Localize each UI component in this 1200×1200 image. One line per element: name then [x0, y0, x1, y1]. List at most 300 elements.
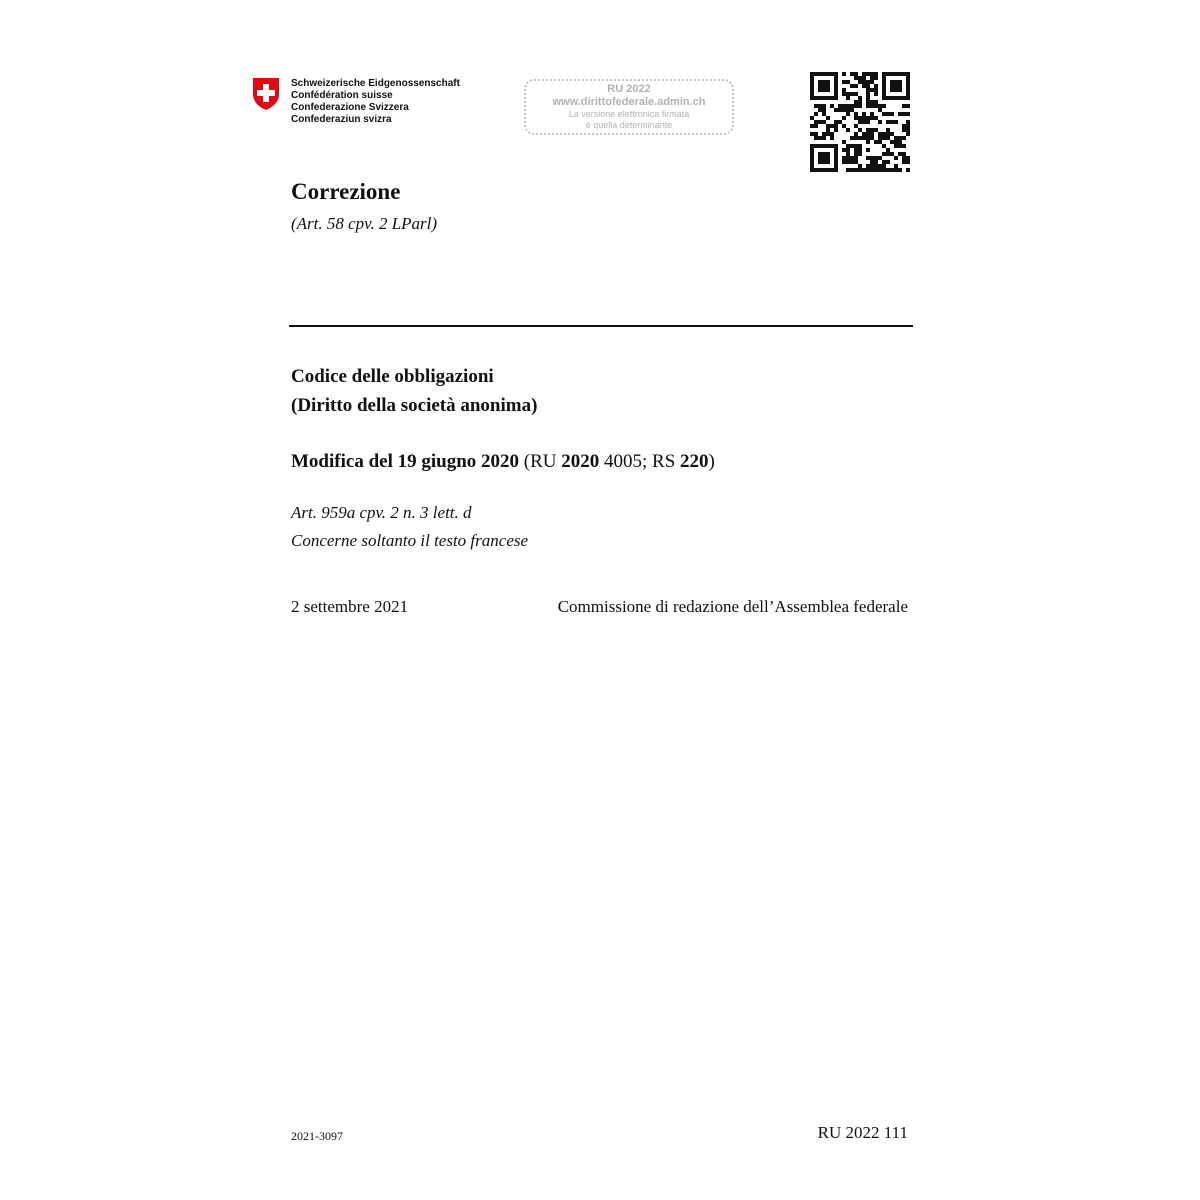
qr-module — [870, 116, 874, 120]
qr-module — [842, 92, 846, 96]
qr-module — [854, 156, 858, 160]
qr-module — [866, 140, 870, 144]
qr-module — [834, 92, 838, 96]
qr-module — [818, 120, 822, 124]
qr-module — [874, 88, 878, 92]
modification-line — [291, 449, 715, 475]
qr-module — [894, 136, 898, 140]
qr-module — [882, 144, 886, 148]
act-name-line1: Codice delle obbligazioni — [291, 366, 494, 387]
qr-module — [902, 104, 906, 108]
qr-module — [894, 96, 898, 100]
confederation-name-de: Schweizerische Eidgenossenschaft — [291, 78, 460, 89]
modification-ru-page: 4005; RS — [599, 451, 681, 472]
qr-module — [906, 96, 910, 100]
qr-module — [898, 136, 902, 140]
qr-module — [866, 96, 870, 100]
horizontal-divider — [289, 325, 913, 327]
document-date: 2 settembre 2021 — [291, 597, 409, 616]
qr-module — [846, 168, 850, 172]
qr-module — [882, 84, 886, 88]
qr-module — [878, 108, 882, 112]
qr-module — [886, 112, 890, 116]
qr-module — [814, 132, 818, 136]
qr-module — [810, 148, 814, 152]
modification-close: ) — [708, 451, 715, 472]
qr-module — [866, 104, 870, 108]
qr-module — [834, 144, 838, 148]
qr-module — [906, 92, 910, 96]
qr-module — [906, 160, 910, 164]
qr-module — [878, 164, 882, 168]
qr-module — [882, 76, 886, 80]
qr-module — [854, 104, 858, 108]
qr-module — [866, 156, 870, 160]
qr-module — [894, 140, 898, 144]
qr-module — [818, 168, 822, 172]
qr-module — [850, 136, 854, 140]
qr-module — [866, 136, 870, 140]
qr-module — [822, 120, 826, 124]
qr-module — [906, 168, 910, 172]
qr-module — [874, 72, 878, 76]
qr-module — [818, 156, 822, 160]
qr-module — [834, 76, 838, 80]
qr-module — [882, 160, 886, 164]
qr-module — [854, 84, 858, 88]
qr-module — [834, 96, 838, 100]
qr-module — [886, 128, 890, 132]
qr-module — [870, 112, 874, 116]
qr-module — [878, 132, 882, 136]
qr-module — [890, 120, 894, 124]
qr-module — [842, 140, 846, 144]
qr-module — [894, 144, 898, 148]
qr-module — [830, 136, 834, 140]
qr-module — [862, 120, 866, 124]
qr-module — [886, 152, 890, 156]
qr-module — [842, 88, 846, 92]
qr-module — [858, 128, 862, 132]
qr-module — [854, 124, 858, 128]
qr-module — [818, 108, 822, 112]
qr-module — [886, 120, 890, 124]
qr-module — [874, 140, 878, 144]
qr-module — [842, 156, 846, 160]
qr-module — [898, 84, 902, 88]
confederation-name-rm: Confederaziun svizra — [291, 114, 392, 125]
qr-module — [826, 124, 830, 128]
qr-module — [866, 168, 870, 172]
qr-module — [814, 112, 818, 116]
qr-module — [810, 88, 814, 92]
qr-module — [890, 88, 894, 92]
qr-module — [890, 72, 894, 76]
qr-module — [810, 164, 814, 168]
confederation-name-it: Confederazione Svizzera — [291, 102, 409, 113]
qr-module — [866, 84, 870, 88]
qr-module — [854, 144, 858, 148]
qr-module — [858, 104, 862, 108]
qr-module — [878, 104, 882, 108]
qr-module — [846, 104, 850, 108]
qr-module — [818, 160, 822, 164]
qr-module — [814, 96, 818, 100]
stamp-note-line2: è quella determinante — [585, 120, 673, 130]
qr-module — [866, 88, 870, 92]
qr-module — [902, 160, 906, 164]
qr-module — [850, 92, 854, 96]
qr-module — [874, 100, 878, 104]
qr-module — [826, 156, 830, 160]
qr-module — [906, 128, 910, 132]
qr-module — [826, 88, 830, 92]
qr-module — [874, 84, 878, 88]
modification-open: (RU — [519, 451, 562, 472]
qr-module — [898, 80, 902, 84]
qr-module — [870, 156, 874, 160]
qr-module — [826, 160, 830, 164]
qr-module — [866, 80, 870, 84]
qr-module — [846, 92, 850, 96]
qr-module — [838, 104, 842, 108]
qr-module — [838, 120, 842, 124]
swiss-coat-of-arms-icon — [252, 77, 280, 111]
article-reference — [291, 499, 528, 555]
qr-module — [854, 92, 858, 96]
qr-module — [866, 120, 870, 124]
qr-module — [898, 96, 902, 100]
qr-module — [818, 152, 822, 156]
qr-module — [858, 96, 862, 100]
qr-module — [874, 164, 878, 168]
qr-module — [826, 96, 830, 100]
qr-module — [866, 148, 870, 152]
qr-module — [850, 160, 854, 164]
qr-module — [830, 132, 834, 136]
qr-module — [874, 128, 878, 132]
qr-module — [894, 156, 898, 160]
qr-module — [822, 152, 826, 156]
qr-module — [882, 136, 886, 140]
qr-module — [854, 132, 858, 136]
qr-module — [858, 164, 862, 168]
qr-module — [842, 148, 846, 152]
qr-module — [834, 120, 838, 124]
qr-module — [886, 148, 890, 152]
qr-module — [846, 160, 850, 164]
qr-module — [854, 168, 858, 172]
qr-module — [818, 104, 822, 108]
qr-module — [842, 80, 846, 84]
qr-module — [882, 164, 886, 168]
qr-module — [822, 144, 826, 148]
qr-code-icon — [810, 72, 910, 172]
qr-module — [810, 152, 814, 156]
qr-module — [846, 152, 850, 156]
article-reference-line2: Concerne soltanto il testo francese — [291, 531, 529, 550]
qr-module — [822, 108, 826, 112]
qr-module — [834, 156, 838, 160]
qr-module — [858, 80, 862, 84]
qr-module — [902, 124, 906, 128]
qr-module — [882, 132, 886, 136]
qr-module — [854, 148, 858, 152]
qr-module — [830, 144, 834, 148]
qr-module — [906, 76, 910, 80]
qr-module — [826, 132, 830, 136]
qr-module — [890, 132, 894, 136]
qr-module — [874, 104, 878, 108]
qr-module — [902, 112, 906, 116]
qr-module — [854, 160, 858, 164]
electronic-version-stamp — [524, 79, 734, 135]
qr-module — [902, 128, 906, 132]
qr-module — [886, 132, 890, 136]
qr-module — [866, 116, 870, 120]
qr-module — [874, 116, 878, 120]
qr-module — [878, 136, 882, 140]
qr-module — [822, 72, 826, 76]
qr-module — [870, 76, 874, 80]
confederation-name-fr: Confédération suisse — [291, 90, 393, 101]
qr-module — [906, 124, 910, 128]
qr-module — [814, 120, 818, 124]
qr-module — [810, 160, 814, 164]
qr-module — [818, 80, 822, 84]
qr-module — [854, 112, 858, 116]
stamp-url: www.dirittofederale.admin.ch — [552, 96, 706, 108]
qr-module — [846, 108, 850, 112]
qr-module — [814, 104, 818, 108]
qr-module — [818, 96, 822, 100]
qr-module — [846, 156, 850, 160]
qr-module — [906, 104, 910, 108]
qr-module — [874, 160, 878, 164]
qr-module — [890, 140, 894, 144]
qr-module — [878, 156, 882, 160]
qr-module — [862, 132, 866, 136]
stamp-collection: RU 2022 — [607, 83, 651, 95]
qr-module — [858, 168, 862, 172]
qr-module — [858, 116, 862, 120]
qr-module — [882, 112, 886, 116]
qr-module — [822, 96, 826, 100]
qr-module — [878, 168, 882, 172]
qr-module — [898, 72, 902, 76]
qr-module — [898, 144, 902, 148]
qr-module — [854, 72, 858, 76]
qr-module — [870, 100, 874, 104]
qr-module — [826, 152, 830, 156]
qr-module — [894, 120, 898, 124]
qr-module — [890, 112, 894, 116]
qr-module — [846, 148, 850, 152]
qr-module — [866, 132, 870, 136]
qr-module — [898, 112, 902, 116]
qr-module — [834, 128, 838, 132]
qr-module — [870, 88, 874, 92]
qr-module — [834, 108, 838, 112]
qr-module — [830, 72, 834, 76]
qr-module — [834, 160, 838, 164]
qr-module — [894, 88, 898, 92]
qr-module — [890, 168, 894, 172]
qr-module — [870, 164, 874, 168]
qr-module — [850, 104, 854, 108]
qr-module — [862, 116, 866, 120]
qr-module — [810, 76, 814, 80]
qr-module — [906, 112, 910, 116]
qr-module — [842, 72, 846, 76]
qr-module — [850, 156, 854, 160]
qr-module — [866, 164, 870, 168]
qr-module — [898, 140, 902, 144]
qr-module — [858, 136, 862, 140]
qr-module — [878, 140, 882, 144]
qr-module — [890, 84, 894, 88]
qr-module — [894, 84, 898, 88]
qr-module — [866, 128, 870, 132]
qr-module — [870, 128, 874, 132]
qr-module — [850, 108, 854, 112]
qr-module — [826, 128, 830, 132]
qr-module — [902, 136, 906, 140]
qr-module — [882, 96, 886, 100]
qr-module — [906, 80, 910, 84]
stamp-note-line1: La versione elettronica firmata — [568, 109, 690, 119]
act-name-line2: (Diritto della società anonima) — [291, 395, 538, 416]
qr-module — [834, 164, 838, 168]
qr-module — [814, 168, 818, 172]
qr-module — [842, 124, 846, 128]
qr-module — [830, 104, 834, 108]
qr-module — [834, 72, 838, 76]
document-title: Correzione — [291, 179, 401, 204]
qr-module — [862, 72, 866, 76]
qr-module — [826, 80, 830, 84]
qr-module — [826, 168, 830, 172]
qr-module — [826, 116, 830, 120]
qr-module — [870, 80, 874, 84]
footer-official-collection: RU 2022 111 — [817, 1123, 908, 1142]
qr-module — [810, 124, 814, 128]
qr-module — [842, 160, 846, 164]
document-title-reference: (Art. 58 cpv. 2 LParl) — [291, 214, 438, 233]
qr-module — [818, 72, 822, 76]
modification-ru-year: 2020 — [561, 451, 600, 472]
qr-module — [866, 92, 870, 96]
signatory: Commissione di redazione dell’Assemblea federale — [557, 597, 908, 616]
qr-module — [862, 112, 866, 116]
qr-module — [834, 88, 838, 92]
qr-module — [822, 88, 826, 92]
article-reference-line1: Art. 959a cpv. 2 n. 3 lett. d — [291, 503, 472, 522]
qr-module — [858, 148, 862, 152]
qr-module — [846, 144, 850, 148]
qr-module — [890, 96, 894, 100]
qr-module — [850, 168, 854, 172]
qr-module — [822, 84, 826, 88]
qr-module — [886, 72, 890, 76]
qr-module — [898, 168, 902, 172]
qr-module — [830, 124, 834, 128]
qr-module — [902, 144, 906, 148]
qr-module — [902, 152, 906, 156]
qr-module — [862, 168, 866, 172]
qr-module — [822, 168, 826, 172]
qr-module — [898, 88, 902, 92]
qr-module — [814, 144, 818, 148]
qr-module — [902, 156, 906, 160]
qr-module — [862, 76, 866, 80]
qr-module — [858, 152, 862, 156]
qr-module — [814, 72, 818, 76]
qr-module — [902, 96, 906, 100]
qr-module — [834, 152, 838, 156]
qr-module — [822, 112, 826, 116]
act-name — [291, 362, 537, 420]
qr-module — [822, 104, 826, 108]
qr-module — [850, 72, 854, 76]
qr-module — [822, 80, 826, 84]
qr-module — [858, 76, 862, 80]
qr-module — [858, 100, 862, 104]
qr-module — [834, 84, 838, 88]
qr-module — [830, 96, 834, 100]
qr-module — [878, 120, 882, 124]
qr-module — [810, 84, 814, 88]
footer-reference-number: 2021-3097 — [291, 1129, 343, 1143]
qr-module — [882, 152, 886, 156]
qr-module — [842, 104, 846, 108]
qr-module — [846, 96, 850, 100]
qr-module — [870, 104, 874, 108]
qr-module — [810, 156, 814, 160]
qr-module — [886, 168, 890, 172]
qr-module — [894, 164, 898, 168]
qr-module — [866, 72, 870, 76]
qr-module — [870, 132, 874, 136]
qr-module — [882, 72, 886, 76]
qr-module — [870, 168, 874, 172]
qr-module — [838, 108, 842, 112]
qr-module — [814, 136, 818, 140]
qr-module — [886, 96, 890, 100]
confederation-names — [291, 78, 460, 126]
qr-module — [870, 136, 874, 140]
qr-module — [862, 136, 866, 140]
qr-module — [882, 88, 886, 92]
qr-module — [846, 112, 850, 116]
qr-module — [894, 168, 898, 172]
qr-module — [870, 160, 874, 164]
qr-module — [834, 148, 838, 152]
qr-module — [850, 144, 854, 148]
qr-module — [906, 88, 910, 92]
qr-module — [886, 136, 890, 140]
qr-module — [902, 72, 906, 76]
qr-module — [862, 84, 866, 88]
qr-module — [814, 124, 818, 128]
modification-label: Modifica del 19 giugno 2020 — [291, 451, 520, 472]
qr-module — [818, 84, 822, 88]
qr-module — [810, 116, 814, 120]
qr-module — [874, 92, 878, 96]
qr-module — [834, 124, 838, 128]
qr-module — [810, 80, 814, 84]
qr-module — [850, 84, 854, 88]
